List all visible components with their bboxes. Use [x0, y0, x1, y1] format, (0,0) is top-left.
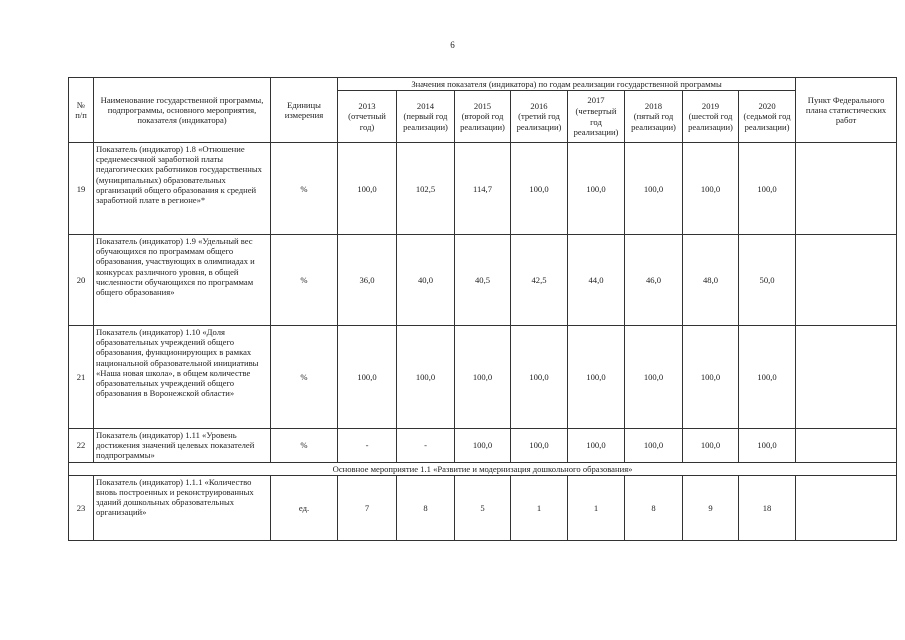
row-value: 7 [338, 475, 397, 540]
header-year-2016: 2016 (третий год реализации) [511, 91, 568, 143]
row-value: 18 [739, 475, 796, 540]
row-value: 1 [568, 475, 625, 540]
row-num: 23 [69, 475, 94, 540]
header-year-2019: 2019 (шестой год реализации) [683, 91, 739, 143]
header-federal-plan: Пункт Федерального плана статистических работ [796, 78, 897, 143]
row-num: 19 [69, 143, 94, 235]
row-value: 100,0 [739, 429, 796, 462]
row-value: 100,0 [683, 326, 739, 429]
row-value: - [338, 429, 397, 462]
row-value: 46,0 [625, 235, 683, 326]
row-value: 100,0 [455, 326, 511, 429]
row-value: 100,0 [683, 143, 739, 235]
row-federal-plan [796, 235, 897, 326]
row-indicator-name: Показатель (индикатор) 1.1.1 «Количество вновь построенных и реконструированных зданий дошкольных образовательных организаций» [94, 475, 271, 540]
row-unit: % [271, 143, 338, 235]
row-federal-plan [796, 475, 897, 540]
row-value: 102,5 [397, 143, 455, 235]
header-name: Наименование государственной программы, подпрограммы, основного мероприятия, показателя (индикатора) [94, 78, 271, 143]
header-num: № п/п [69, 78, 94, 143]
table-row [69, 475, 897, 540]
section-title: Основное мероприятие 1.1 «Развитие и модернизация дошкольного образования» [69, 462, 897, 475]
row-value: 100,0 [625, 143, 683, 235]
header-year-2018: 2018 (пятый год реализации) [625, 91, 683, 143]
table-header-row [69, 78, 897, 91]
row-num: 22 [69, 429, 94, 462]
row-value: 100,0 [683, 429, 739, 462]
row-value: 8 [397, 475, 455, 540]
row-value: 44,0 [568, 235, 625, 326]
page-number: 6 [450, 40, 455, 50]
header-year-2014: 2014 (первый год реализации) [397, 91, 455, 143]
header-year-2017: 2017 (четвертый год реализации) [568, 91, 625, 143]
row-value: 100,0 [338, 143, 397, 235]
row-federal-plan [796, 429, 897, 462]
row-value: 100,0 [568, 429, 625, 462]
row-indicator-name: Показатель (индикатор) 1.9 «Удельный вес обучающихся по программам общего образования, участвующих в олимпиадах и конкурсах различного уровня, в общей численности обучающихся по программам общего образования» [94, 235, 271, 326]
header-year-2013: 2013 (отчетный год) [338, 91, 397, 143]
row-value: 100,0 [625, 429, 683, 462]
row-value: 100,0 [625, 326, 683, 429]
row-value: 100,0 [568, 143, 625, 235]
row-value: 100,0 [338, 326, 397, 429]
row-value: 114,7 [455, 143, 511, 235]
header-unit: Единицы измерения [271, 78, 338, 143]
row-value: 100,0 [739, 326, 796, 429]
row-value: 9 [683, 475, 739, 540]
row-federal-plan [796, 326, 897, 429]
row-value: 5 [455, 475, 511, 540]
row-unit: % [271, 326, 338, 429]
row-unit: ед. [271, 475, 338, 540]
table-row [69, 235, 897, 326]
section-row [69, 462, 897, 475]
row-value: 40,0 [397, 235, 455, 326]
row-indicator-name: Показатель (индикатор) 1.11 «Уровень достижения значений целевых показателей подпрограммы» [94, 429, 271, 462]
row-value: 100,0 [739, 143, 796, 235]
row-value: 40,5 [455, 235, 511, 326]
row-value: 1 [511, 475, 568, 540]
row-num: 21 [69, 326, 94, 429]
row-indicator-name: Показатель (индикатор) 1.8 «Отношение среднемесячной заработной платы педагогических работников государственных (муниципальных) образовательных организаций общего образования к средней заработной плате в регионе»* [94, 143, 271, 235]
row-federal-plan [796, 143, 897, 235]
row-value: 100,0 [397, 326, 455, 429]
row-indicator-name: Показатель (индикатор) 1.10 «Доля образовательных учреждений общего образования, функционирующих в рамках национальной образовательной инициативы «Наша новая школа», в общем количестве образовательных учреждений общего образования в Воронежской области» [94, 326, 271, 429]
table-row [69, 143, 897, 235]
row-value: 100,0 [511, 429, 568, 462]
row-value: 50,0 [739, 235, 796, 326]
row-value: 100,0 [511, 143, 568, 235]
row-value: 48,0 [683, 235, 739, 326]
row-num: 20 [69, 235, 94, 326]
header-year-2015: 2015 (второй год реализации) [455, 91, 511, 143]
row-value: 42,5 [511, 235, 568, 326]
row-value: 36,0 [338, 235, 397, 326]
row-value: - [397, 429, 455, 462]
indicators-table [68, 77, 897, 541]
table-row [69, 326, 897, 429]
row-value: 100,0 [568, 326, 625, 429]
row-value: 8 [625, 475, 683, 540]
table-row [69, 429, 897, 462]
row-unit: % [271, 429, 338, 462]
row-value: 100,0 [511, 326, 568, 429]
header-year-2020: 2020 (седьмой год реализации) [739, 91, 796, 143]
header-values-group: Значения показателя (индикатора) по годам реализации государственной программы [338, 78, 796, 91]
row-value: 100,0 [455, 429, 511, 462]
row-unit: % [271, 235, 338, 326]
